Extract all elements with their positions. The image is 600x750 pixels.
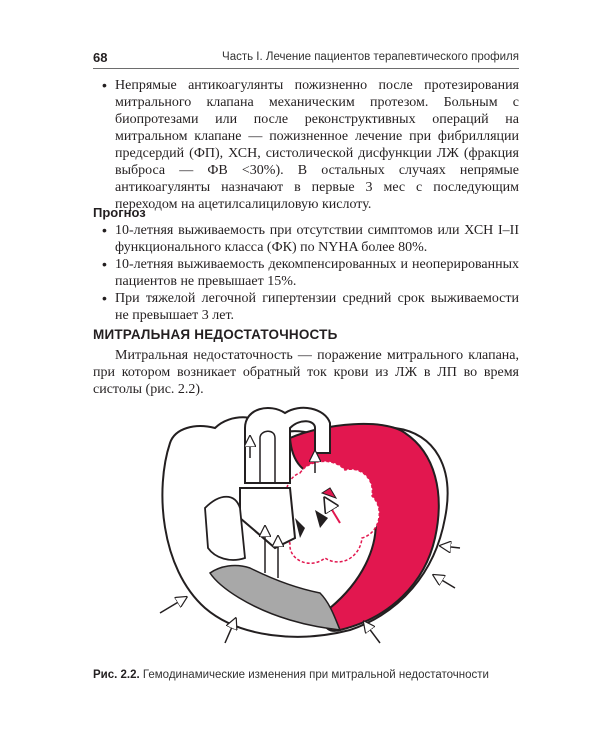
figure-caption (93, 669, 489, 681)
prognosis-bullet-list (93, 222, 519, 324)
figure-caption-text: Гемодинамические изменения при митральной недостаточности (142, 669, 489, 681)
prognosis-heading: Прогноз (93, 205, 146, 220)
intro-bullet-list (93, 77, 519, 213)
list-item: • 10-летняя выживаемость при отсутствии симптомов или ХСН I–II функционального класса (ФК) по NYHA более 80%. (93, 222, 519, 256)
section-heading: МИТРАЛЬНАЯ НЕДОСТАТОЧНОСТЬ (93, 327, 338, 342)
figure-caption-label: Рис. 2.2. (93, 669, 140, 681)
list-item: • Непрямые антикоагулянты пожизненно после протезирования митрального клапана механическим протезом. Больным с биопротезами или после реконструктивных операций на митральном клапане — пожизненное лечение при фибрилляции предсердий (ФП), ХСН, систолической дисфункции ЛЖ (фракция выброса — ФВ <30%). В остальных случаях непрямые антикоагулянты назначают в первые 3 мес с последующим переходом на ацетилсалициловую кислоту. (93, 77, 519, 213)
page-number: 68 (93, 50, 108, 65)
list-item: • 10-летняя выживаемость декомпенсированных и неоперированных пациентов не превышает 15%. (93, 256, 519, 290)
list-item: • При тяжелой легочной гипертензии средний срок выживаемости не превышает 3 лет. (93, 290, 519, 324)
heart-diagram (150, 398, 470, 648)
page-header (93, 50, 519, 70)
section-paragraph: Митральная недостаточность — поражение митрального клапана, при котором возникает обратный ток крови из ЛЖ в ЛП во время систолы (рис. 2.2). (93, 348, 519, 397)
running-title: Часть I. Лечение пациентов терапевтического профиля (222, 51, 519, 63)
header-rule (93, 68, 519, 69)
